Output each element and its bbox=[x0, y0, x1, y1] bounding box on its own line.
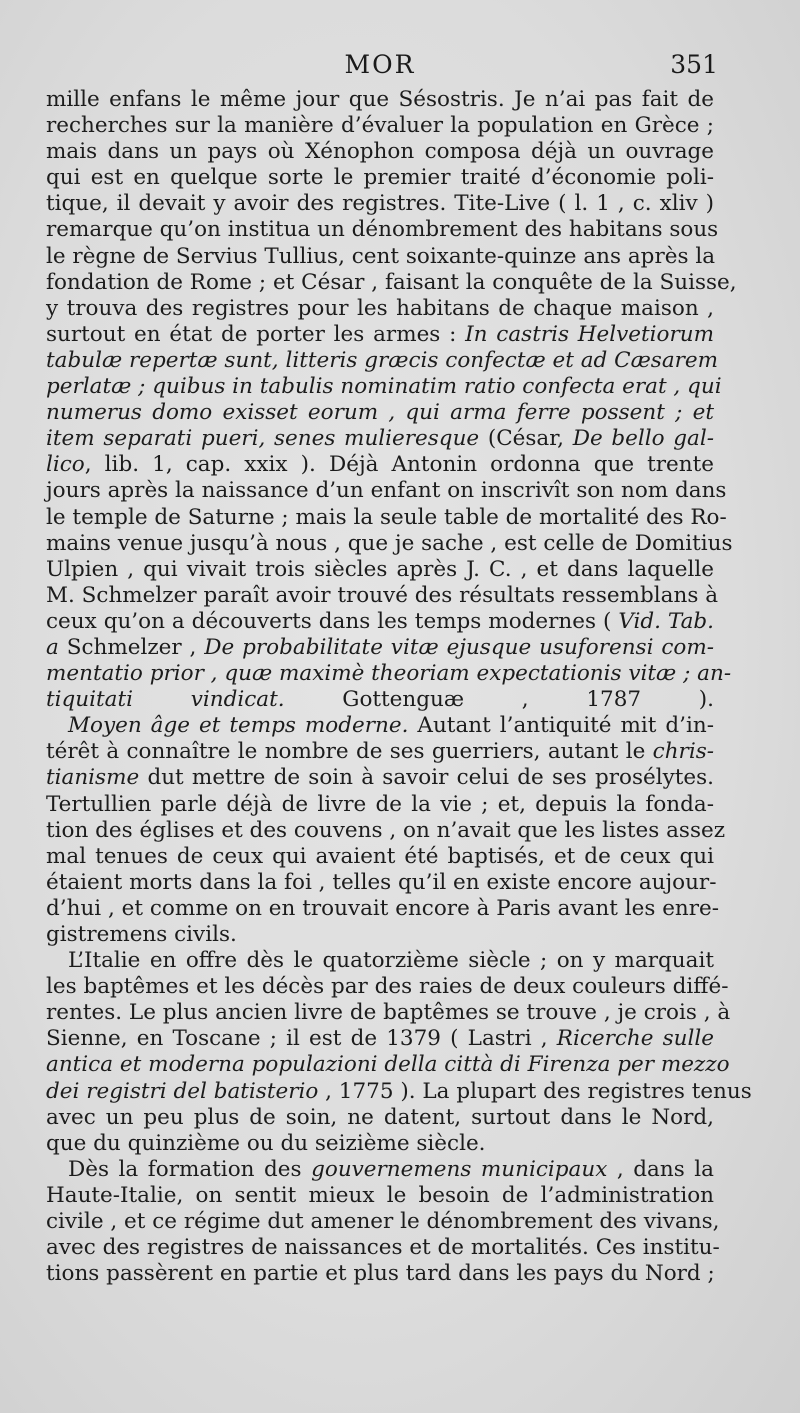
text-line bbox=[46, 504, 727, 531]
roman-text: étaient morts dans la foi , telles qu’il en existe encore aujour- bbox=[46, 869, 717, 895]
text-line bbox=[46, 87, 714, 113]
italic-text: tiquitati vindicat. bbox=[46, 687, 285, 713]
italic-text: perlatæ ; quibus in tabulis nominatim ratio confecta erat , qui bbox=[46, 374, 722, 400]
text-line bbox=[46, 1026, 714, 1052]
italic-text: De probabilitate vitæ ejusque usuforensi com- bbox=[204, 634, 714, 660]
roman-text: (César, bbox=[479, 426, 573, 452]
text-line bbox=[46, 1235, 720, 1261]
roman-text: le règne de Servius Tullius, cent soixante-quinze ans après la bbox=[46, 243, 716, 269]
roman-text: mille enfans le même jour que Sésostris. Je n’ai pas fait de bbox=[46, 87, 714, 112]
text-line bbox=[46, 1131, 714, 1157]
text-line bbox=[46, 139, 714, 165]
text-line bbox=[46, 792, 714, 818]
roman-text: fondation de Rome ; et César , faisant la conquête de la Suisse, bbox=[46, 269, 737, 295]
text-line bbox=[46, 1261, 714, 1287]
text-line bbox=[46, 869, 717, 896]
roman-text: ceux qu’on a découverts dans les temps modernes ( bbox=[46, 608, 619, 634]
italic-text: item separati pueri, senes mulieresque bbox=[46, 426, 480, 452]
text-line bbox=[46, 1209, 720, 1235]
roman-text: que du quinzième ou du seizième siècle. bbox=[46, 1130, 486, 1156]
roman-text: , 1775 ). La plupart des registres tenus bbox=[318, 1078, 752, 1104]
italic-text: tianisme bbox=[46, 765, 140, 791]
text-line bbox=[46, 452, 714, 478]
roman-text: tique, il devait y avoir des registres. Tite-Live ( l. 1 , c. xliv ) bbox=[46, 191, 714, 217]
text-line bbox=[46, 165, 714, 191]
roman-text: mains venue jusqu’à nous , que je sache , est celle de Domitius bbox=[46, 530, 733, 556]
roman-text: Sienne, en Toscane ; il est de 1379 ( Lastri , bbox=[46, 1026, 557, 1052]
text-line bbox=[46, 1105, 714, 1131]
roman-text: qui est en quelque sorte le premier traité d’économie poli- bbox=[46, 165, 714, 191]
roman-text: civile , et ce régime dut amener le dénombrement des vivans, bbox=[46, 1209, 720, 1235]
italic-text: In castris Helvetiorum bbox=[465, 321, 715, 347]
roman-text: L’Italie en offre dès le quatorzième siècle ; on y marquait bbox=[68, 948, 714, 974]
roman-text: avec des registres de naissances et de mortalités. Ces institu- bbox=[46, 1235, 720, 1261]
italic-text: tabulæ repertæ sunt, litteris græcis confectæ et ad Cæsarem bbox=[46, 347, 719, 373]
text-line bbox=[46, 1183, 714, 1209]
text-line bbox=[46, 895, 720, 922]
roman-text: gistremens civils. bbox=[46, 922, 237, 947]
text-line bbox=[46, 948, 714, 974]
roman-text: avec un peu plus de soin, ne datent, surtout dans le Nord, bbox=[46, 1104, 714, 1130]
roman-text: tion des églises et des couvens , on n’avait que les listes assez bbox=[46, 817, 726, 843]
roman-text: les baptêmes et les décès par des raies de deux couleurs diffé- bbox=[46, 974, 729, 1000]
text-line bbox=[46, 739, 714, 765]
text-line bbox=[46, 1000, 731, 1026]
body-text bbox=[46, 87, 752, 1287]
text-line bbox=[46, 530, 733, 557]
roman-text: tions passèrent en partie et plus tard dans les pays du Nord ; bbox=[46, 1261, 715, 1287]
italic-text: dei registri del batisterio bbox=[46, 1078, 319, 1104]
text-line bbox=[46, 661, 732, 687]
roman-text: mal tenues de ceux qui avaient été baptisés, et de ceux qui bbox=[46, 843, 714, 869]
italic-text: a bbox=[46, 634, 59, 660]
roman-text: térêt à connaître le nombre de ses guerriers, autant le bbox=[46, 739, 653, 765]
text-line bbox=[46, 478, 727, 504]
roman-text: Tertullien parle déjà de livre de la vie ; et, depuis la fonda- bbox=[46, 791, 714, 817]
italic-text: De bello gal- bbox=[572, 426, 714, 452]
roman-text: remarque qu’on institua un dénombrement des habitans sous bbox=[46, 217, 719, 243]
text-line bbox=[46, 1078, 752, 1105]
text-line bbox=[46, 1157, 714, 1183]
italic-text: Moyen âge et temps moderne. bbox=[68, 713, 409, 739]
roman-text: jours après la naissance d’un enfant on inscrivît son nom dans bbox=[46, 478, 727, 504]
italic-text: antica et moderna populazioni della città di Firenza per mezzo bbox=[46, 1052, 730, 1078]
roman-text: Haute-Italie, on sentit mieux le besoin de l’administration bbox=[46, 1182, 714, 1208]
text-line bbox=[46, 713, 714, 739]
text-line bbox=[46, 400, 714, 426]
text-line bbox=[46, 974, 729, 1000]
text-line bbox=[46, 191, 714, 217]
italic-text: numerus domo exisset eorum , qui arma ferre possent ; et bbox=[46, 400, 714, 426]
text-line bbox=[46, 322, 714, 348]
roman-text: recherches sur la manière d’évaluer la population en Grèce ; bbox=[46, 113, 714, 139]
roman-text: , lib. 1, cap. xxix ). Déjà Antonin ordonna que trente bbox=[84, 452, 714, 478]
text-line bbox=[46, 426, 714, 452]
text-line bbox=[46, 635, 714, 661]
roman-text: le temple de Saturne ; mais la seule table de mortalité des Ro- bbox=[46, 504, 727, 530]
text-line bbox=[46, 557, 714, 583]
text-line bbox=[46, 922, 714, 948]
text-line bbox=[46, 582, 719, 609]
roman-text: Schmelzer , bbox=[58, 634, 205, 660]
text-line bbox=[46, 244, 714, 270]
roman-text: Dès la formation des bbox=[68, 1156, 312, 1182]
page-number: 351 bbox=[670, 50, 718, 79]
roman-text: d’hui , et comme on en trouvait encore à Paris avant les enre- bbox=[46, 895, 720, 921]
italic-text: lico bbox=[46, 452, 85, 478]
text-line bbox=[46, 347, 719, 374]
text-line bbox=[46, 113, 714, 139]
roman-text: mais dans un pays où Xénophon composa déjà un ouvrage bbox=[46, 139, 714, 165]
page-header bbox=[46, 50, 718, 82]
text-line bbox=[46, 217, 719, 243]
roman-text: Autant l’antiquité mit d’in- bbox=[408, 713, 714, 739]
roman-text: Gottenguæ , 1787 ). bbox=[284, 687, 714, 713]
roman-text: dut mettre de soin à savoir celui de ses prosélytes. bbox=[139, 765, 714, 791]
roman-text: surtout en état de porter les armes : bbox=[46, 321, 466, 347]
text-line bbox=[46, 687, 714, 713]
text-line bbox=[46, 844, 714, 870]
roman-text: rentes. Le plus ancien livre de baptêmes se trouve , je crois , à bbox=[46, 1000, 731, 1026]
roman-text: Ulpien , qui vivait trois siècles après J. C. , et dans laquelle bbox=[46, 556, 714, 582]
italic-text: Vid. Tab. bbox=[618, 608, 714, 634]
italic-text: chris- bbox=[652, 739, 714, 765]
text-line bbox=[46, 1052, 730, 1078]
text-line bbox=[46, 296, 714, 322]
text-line bbox=[46, 269, 737, 296]
text-line bbox=[46, 817, 726, 844]
italic-text: Ricerche sulle bbox=[556, 1026, 714, 1052]
italic-text: gouvernemens municipaux bbox=[311, 1156, 608, 1182]
italic-text: mentatio prior , quæ maximè theoriam expectationis vitæ ; an- bbox=[46, 661, 732, 687]
running-title: MOR bbox=[344, 50, 416, 79]
roman-text: , dans la bbox=[607, 1156, 714, 1182]
roman-text: y trouva des registres pour les habitans de chaque maison , bbox=[46, 295, 714, 321]
roman-text: M. Schmelzer paraît avoir trouvé des résultats ressemblans à bbox=[46, 582, 719, 608]
text-line bbox=[46, 374, 722, 400]
text-line bbox=[46, 765, 714, 791]
text-line bbox=[46, 609, 714, 635]
